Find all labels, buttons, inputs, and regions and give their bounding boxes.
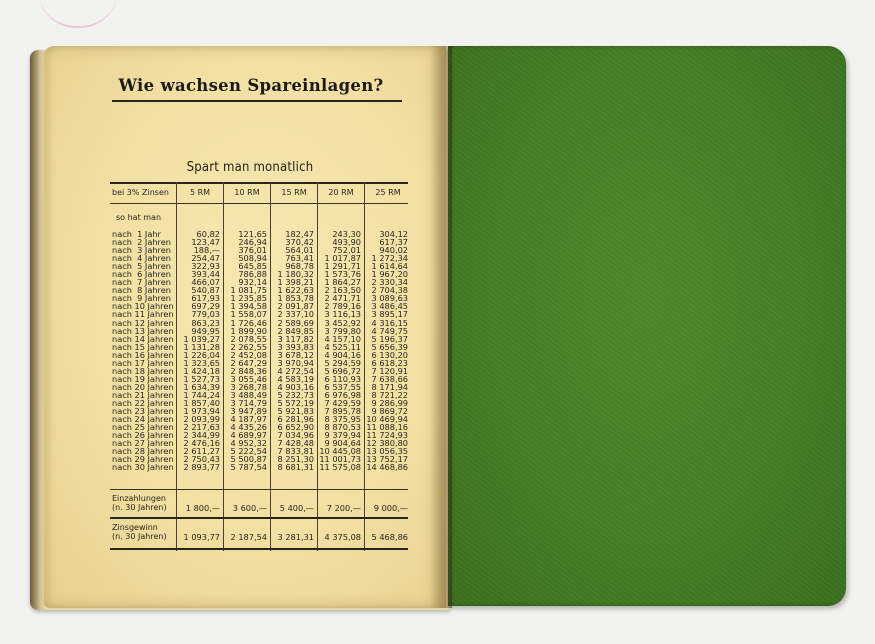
cell-value: 11 724,93 <box>366 430 408 441</box>
cell-value: 2 078,55 <box>230 333 267 344</box>
interest-gain-value: 5 468,86 <box>371 532 408 542</box>
row-label: nach 26 Jahren <box>112 430 174 441</box>
cell-value: 5 294,59 <box>324 357 361 368</box>
cell-value: 786,88 <box>238 269 267 280</box>
row-label: nach 21 Jahren <box>112 389 174 400</box>
cell-value: 1 853,78 <box>277 293 314 304</box>
cell-value: 5 500,87 <box>230 454 267 465</box>
cell-value: 1 131,28 <box>183 341 220 352</box>
cell-value: 1 573,76 <box>324 269 361 280</box>
cell-value: 3 970,94 <box>277 357 314 368</box>
row-label: nach 28 Jahren <box>112 446 174 457</box>
cell-value: 2 337,10 <box>277 309 314 320</box>
table-body <box>110 230 408 471</box>
cell-value: 4 316,15 <box>371 317 408 328</box>
row-label: nach 15 Jahren <box>112 341 174 352</box>
cell-value: 968,78 <box>285 261 314 272</box>
row-label: nach 12 Jahren <box>112 317 174 328</box>
row-label: nach 6 Jahren <box>112 269 171 280</box>
cell-value: 697,29 <box>191 301 220 312</box>
cell-value: 493,90 <box>332 237 361 248</box>
interest-gain-value: 1 093,77 <box>183 532 220 542</box>
cell-value: 2 789,16 <box>324 301 361 312</box>
cell-value: 2 893,77 <box>183 462 220 473</box>
cell-value: 14 468,86 <box>366 462 408 473</box>
interest-gain-label: Zinsgewinn <box>112 523 158 532</box>
row-label: nach 10 Jahren <box>112 301 174 312</box>
cell-value: 7 428,48 <box>277 438 314 449</box>
cell-value: 1 424,18 <box>183 365 220 376</box>
cell-value: 304,12 <box>379 229 408 239</box>
cell-value: 393,44 <box>191 269 220 280</box>
row-label: nach 22 Jahren <box>112 397 174 408</box>
cell-value: 863,23 <box>191 317 220 328</box>
cell-value: 5 696,72 <box>324 365 361 376</box>
row-label: nach 9 Jahren <box>112 293 171 304</box>
cell-value: 243,30 <box>332 229 361 239</box>
row-label: nach 4 Jahren <box>112 253 171 264</box>
cell-value: 949,95 <box>191 325 220 336</box>
cell-value: 4 157,10 <box>324 333 361 344</box>
row-label: nach 23 Jahren <box>112 406 174 417</box>
cell-value: 2 704,38 <box>371 285 408 296</box>
cell-value: 940,02 <box>379 245 408 256</box>
green-cover <box>448 46 846 606</box>
cell-value: 1 622,63 <box>277 285 314 296</box>
cell-value: 763,41 <box>285 253 314 264</box>
page-title: Wie wachsen Spareinlagen? <box>118 76 384 95</box>
cell-value: 2 093,99 <box>183 414 220 425</box>
cell-value: 2 330,34 <box>371 277 408 288</box>
deposit-value: 1 800,— <box>185 503 220 513</box>
row-label: nach 14 Jahren <box>112 333 174 344</box>
cell-value: 7 895,78 <box>324 406 361 417</box>
cell-value: 3 678,12 <box>277 349 314 360</box>
cell-value: 8 375,95 <box>324 414 361 425</box>
cell-value: 1 558,07 <box>230 309 267 320</box>
cell-value: 5 196,37 <box>371 333 408 344</box>
cell-value: 5 572,19 <box>277 397 314 408</box>
table-row <box>110 463 408 471</box>
cell-value: 1 272,34 <box>371 253 408 264</box>
column-header: 15 RM <box>281 188 307 197</box>
cell-value: 5 656,39 <box>371 341 408 352</box>
cell-value: 4 583,19 <box>277 373 314 384</box>
cell-value: 1 967,20 <box>371 269 408 280</box>
cell-value: 3 089,63 <box>371 293 408 304</box>
cell-value: 2 217,63 <box>183 422 220 433</box>
cell-value: 7 034,96 <box>277 430 314 441</box>
cell-value: 2 476,16 <box>183 438 220 449</box>
table-bottom-rule <box>110 548 408 550</box>
cell-value: 6 618,23 <box>371 357 408 368</box>
cell-value: 5 222,54 <box>230 446 267 457</box>
cell-value: 13 056,35 <box>366 446 408 457</box>
cell-value: 2 647,29 <box>230 357 267 368</box>
deposits-label: Einzahlungen <box>112 494 166 503</box>
cell-value: 123,47 <box>191 237 220 248</box>
cell-value: 7 429,59 <box>324 397 361 408</box>
cell-value: 9 286,99 <box>371 397 408 408</box>
cell-value: 2 091,87 <box>277 301 314 312</box>
cell-value: 3 055,46 <box>230 373 267 384</box>
cell-value: 1 634,39 <box>183 381 220 392</box>
cell-value: 617,37 <box>379 237 408 248</box>
column-header: 25 RM <box>375 188 401 197</box>
cell-value: 2 849,85 <box>277 325 314 336</box>
cell-value: 3 488,49 <box>230 389 267 400</box>
cell-value: 3 452,92 <box>324 317 361 328</box>
cell-value: 10 469,94 <box>366 414 408 425</box>
cell-value: 6 537,55 <box>324 381 361 392</box>
deposits-label-sub: (n. 30 Jahren) <box>112 503 167 512</box>
cell-value: 5 232,73 <box>277 389 314 400</box>
cell-value: 1 291,71 <box>324 261 361 272</box>
cell-value: 3 117,82 <box>277 333 314 344</box>
cell-value: 11 575,08 <box>319 462 361 473</box>
cell-value: 1 973,94 <box>183 406 220 417</box>
totals-rule <box>110 489 408 490</box>
cell-value: 376,01 <box>238 245 267 256</box>
cell-value: 7 638,66 <box>371 373 408 384</box>
row-label: nach 3 Jahren <box>112 245 171 256</box>
cell-value: 10 445,08 <box>319 446 361 457</box>
cell-value: 4 903,16 <box>277 381 314 392</box>
cell-value: 508,94 <box>238 253 267 264</box>
cell-value: 779,03 <box>191 309 220 320</box>
cell-value: 1 744,24 <box>183 389 220 400</box>
cell-value: 3 486,45 <box>371 301 408 312</box>
cell-value: 4 525,11 <box>324 341 361 352</box>
row-label: nach 8 Jahren <box>112 285 171 296</box>
row-label: nach 20 Jahren <box>112 381 174 392</box>
row-label: nach 25 Jahren <box>112 422 174 433</box>
section-heading: Spart man monatlich <box>186 160 314 175</box>
cell-value: 1 899,90 <box>230 325 267 336</box>
cell-value: 1 394,58 <box>230 301 267 312</box>
row-label: nach 13 Jahren <box>112 325 174 336</box>
cell-value: 752,01 <box>332 245 361 256</box>
cell-value: 645,85 <box>238 261 267 272</box>
cell-value: 7 833,81 <box>277 446 314 457</box>
cell-value: 7 120,91 <box>371 365 408 376</box>
cell-value: 3 799,80 <box>324 325 361 336</box>
cell-value: 8 681,31 <box>277 462 314 473</box>
interest-gain-value: 4 375,08 <box>324 532 361 542</box>
row-label: nach 29 Jahren <box>112 454 174 465</box>
row-label: nach 16 Jahren <box>112 349 174 360</box>
row-label: nach 19 Jahren <box>112 373 174 384</box>
cell-value: 3 393,83 <box>277 341 314 352</box>
interest-gain-value: 3 281,31 <box>277 532 314 542</box>
deposit-value: 9 000,— <box>373 503 408 513</box>
cell-value: 4 904,16 <box>324 349 361 360</box>
cell-value: 2 452,08 <box>230 349 267 360</box>
cell-value: 9 869,72 <box>371 406 408 417</box>
cell-value: 4 952,32 <box>230 438 267 449</box>
cell-value: 370,42 <box>285 237 314 248</box>
cell-value: 1 017,87 <box>324 253 361 264</box>
deposit-value: 3 600,— <box>232 503 267 513</box>
deposit-value: 5 400,— <box>279 503 314 513</box>
cell-value: 11 001,73 <box>319 454 361 465</box>
cell-value: 1 235,85 <box>230 293 267 304</box>
row-label: nach 1 Jahr <box>112 229 161 239</box>
cell-value: 1 864,27 <box>324 277 361 288</box>
cell-value: 2 750,43 <box>183 454 220 465</box>
cell-value: 2 589,69 <box>277 317 314 328</box>
cell-value: 4 272,54 <box>277 365 314 376</box>
cell-value: 1 726,46 <box>230 317 267 328</box>
table-intro: so hat man <box>116 213 162 222</box>
spine-shadow <box>430 46 452 608</box>
cell-value: 2 344,99 <box>183 430 220 441</box>
gain-rule <box>110 517 408 519</box>
cell-value: 9 379,94 <box>324 430 361 441</box>
cell-value: 4 689,97 <box>230 430 267 441</box>
cell-value: 2 611,27 <box>183 446 220 457</box>
cell-value: 3 116,13 <box>324 309 361 320</box>
cell-value: 2 262,55 <box>230 341 267 352</box>
cell-value: 1 857,40 <box>183 397 220 408</box>
deposit-value: 7 200,— <box>326 503 361 513</box>
row-label: nach 2 Jahren <box>112 237 171 248</box>
cell-value: 4 187,97 <box>230 414 267 425</box>
cell-value: 11 088,16 <box>366 422 408 433</box>
cell-value: 564,01 <box>285 245 314 256</box>
title-rule <box>112 100 402 102</box>
column-header: 20 RM <box>328 188 354 197</box>
cell-value: 1 527,73 <box>183 373 220 384</box>
cell-value: 1 614,64 <box>371 261 408 272</box>
cell-value: 5 921,83 <box>277 406 314 417</box>
pencil-mark <box>38 0 118 28</box>
interest-gain-label-sub: (n. 30 Jahren) <box>112 532 167 541</box>
cell-value: 6 110,93 <box>324 373 361 384</box>
row-label: nach 24 Jahren <box>112 414 174 425</box>
cell-value: 246,94 <box>238 237 267 248</box>
cell-value: 6 130,20 <box>371 349 408 360</box>
row-label: nach 5 Jahren <box>112 261 171 272</box>
column-header: 10 RM <box>234 188 260 197</box>
column-header: 5 RM <box>189 188 211 197</box>
cell-value: 3 947,89 <box>230 406 267 417</box>
cell-value: 1 081,75 <box>230 285 267 296</box>
cell-value: 1 039,27 <box>183 333 220 344</box>
cell-value: 617,93 <box>191 293 220 304</box>
cell-value: 6 281,96 <box>277 414 314 425</box>
cell-value: 12 380,80 <box>366 438 408 449</box>
cell-value: 1 226,04 <box>183 349 220 360</box>
cell-value: 4 435,26 <box>230 422 267 433</box>
cell-value: 8 870,53 <box>324 422 361 433</box>
cell-value: 1 323,65 <box>183 357 220 368</box>
cell-value: 5 787,54 <box>230 462 267 473</box>
cell-value: 1 398,21 <box>277 277 314 288</box>
cell-value: 3 268,78 <box>230 381 267 392</box>
cell-value: 322,93 <box>191 261 220 272</box>
cell-value: 8 171,94 <box>371 381 408 392</box>
cell-value: 121,65 <box>238 229 267 239</box>
cell-value: 2 471,71 <box>324 293 361 304</box>
cell-value: 1 180,32 <box>277 269 314 280</box>
row-label: nach 7 Jahren <box>112 277 171 288</box>
cell-value: 466,07 <box>191 277 220 288</box>
cell-value: 188,— <box>193 245 220 256</box>
cell-value: 6 976,98 <box>324 389 361 400</box>
interest-rate-header: bei 3% Zinsen <box>112 188 169 197</box>
row-label: nach 27 Jahren <box>112 438 174 449</box>
cell-value: 540,87 <box>191 285 220 296</box>
row-label: nach 18 Jahren <box>112 365 174 376</box>
cell-value: 4 749,75 <box>371 325 408 336</box>
row-label: nach 17 Jahren <box>112 357 174 368</box>
cell-value: 932,14 <box>238 277 267 288</box>
cell-value: 2 163,50 <box>324 285 361 296</box>
row-label: nach 11 Jahren <box>112 309 174 320</box>
cell-value: 2 848,36 <box>230 365 267 376</box>
interest-gain-value: 2 187,54 <box>230 532 267 542</box>
cell-value: 3 895,17 <box>371 309 408 320</box>
cell-value: 60,82 <box>196 229 220 239</box>
cell-value: 13 752,17 <box>366 454 408 465</box>
cell-value: 3 714,79 <box>230 397 267 408</box>
cell-value: 182,47 <box>285 229 314 239</box>
cell-value: 8 721,22 <box>371 389 408 400</box>
cell-value: 8 251,30 <box>277 454 314 465</box>
cell-value: 254,47 <box>191 253 220 264</box>
row-label: nach 30 Jahren <box>112 462 174 473</box>
cell-value: 9 904,64 <box>324 438 361 449</box>
cell-value: 6 652,90 <box>277 422 314 433</box>
